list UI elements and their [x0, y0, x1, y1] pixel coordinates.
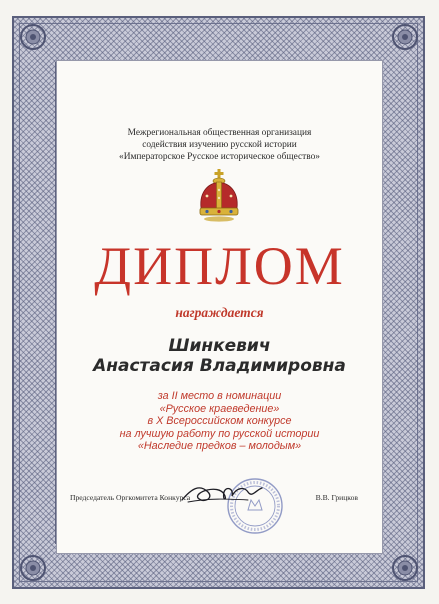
recipient-name	[60, 336, 379, 376]
signatory-name: В.В. Грицков	[315, 493, 358, 502]
signatory-position: Председатель Оргкомитета Конкурса	[70, 493, 191, 502]
recipient-given-names: Анастасия Владимировна	[93, 356, 346, 376]
imperial-crown-icon	[195, 168, 243, 224]
awarded-label: награждается	[175, 305, 264, 320]
citation-line: в X Всероссийском конкурсе	[147, 415, 292, 427]
organization-line: содействия изучению русской истории	[142, 140, 297, 151]
citation-line: за II место в номинации	[157, 390, 282, 402]
handwritten-signature	[178, 478, 266, 508]
citation-line: на лучшую работу по русской истории	[119, 427, 320, 440]
document-title: ДИПЛОМ	[94, 236, 345, 296]
award-citation	[60, 390, 379, 453]
citation-line: «Наследие предков – молодым»	[137, 440, 302, 452]
corner-ornament-icon	[17, 544, 57, 584]
corner-ornament-icon	[17, 21, 57, 61]
organization-header	[60, 127, 379, 164]
organization-line: Межрегиональная общественная организация	[127, 128, 312, 138]
corner-ornament-icon	[381, 21, 421, 61]
organization-line: «Императорское Русское историческое общество»	[119, 152, 320, 163]
citation-line: «Русское краеведение»	[159, 402, 280, 415]
corner-ornament-icon	[381, 544, 421, 584]
recipient-surname: Шинкевич	[168, 336, 271, 356]
